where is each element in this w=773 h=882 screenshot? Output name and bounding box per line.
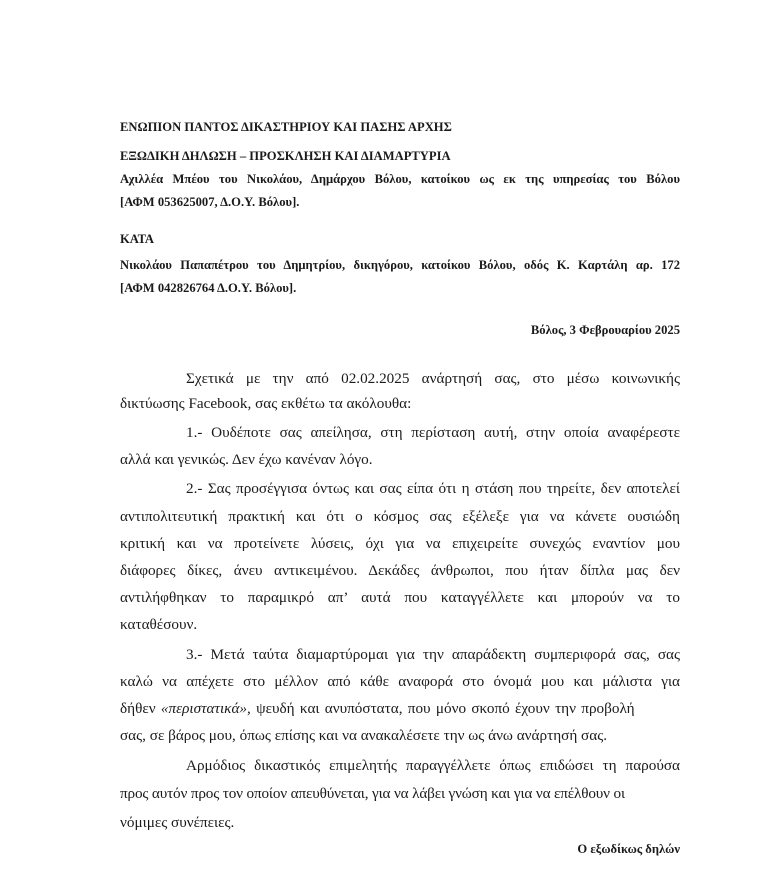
body-line: διάφορες δίκες, άνευ αντικειμένου. Δεκάδες άνθρωποι, που ήταν δίπλα μας δεν <box>120 562 680 579</box>
signature-label: Ο εξωδίκως δηλών <box>577 842 680 856</box>
body-line: καλώ να απέχετε στο μέλλον από κάθε αναφορά στο όνομά μου και μάλιστα για <box>120 673 680 690</box>
body-line: σας, σε βάρος μου, όπως επίσης και να ανακαλέσετε την ως άνω ανάρτησή σας. <box>120 727 608 744</box>
body-line: Αρμόδιος δικαστικός επιμελητής παραγγέλλετε όπως επιδώσει τη παρούσα <box>186 757 680 774</box>
body-line: Σχετικά με την από 02.02.2025 ανάρτησή σας, στο μέσω κοινωνικής <box>186 370 680 387</box>
document-heading: ΕΝΩΠΙΟΝ ΠΑΝΤΟΣ ΔΙΚΑΣΤΗΡΙΟΥ ΚΑΙ ΠΑΣΗΣ ΑΡΧΗΣ <box>120 120 452 134</box>
body-line: δικτύωσης Facebook, σας εκθέτω τα ακόλουθα: <box>120 395 412 412</box>
body-line: προς αυτόν προς τον οποίον απευθύνεται, για να λάβει γνώση και για να επέλθουν οι <box>120 785 625 802</box>
body-line: αντιπολιτευτική πρακτική και ότι ο κόσμος σας εξέλεξε για να κάνετε ουσιώδη <box>120 508 680 525</box>
document-date: Βόλος, 3 Φεβρουαρίου 2025 <box>530 323 680 337</box>
quoted-term: «περιστατικά» <box>160 700 248 717</box>
body-line: αλλά και γενικώς. Δεν έχω κανέναν λόγο. <box>120 451 373 468</box>
recipient-line: [ΑΦΜ 042826764 Δ.Ο.Υ. Βόλου]. <box>120 281 297 295</box>
body-text: , ψευδή και ανυπόστατα, που μόνο σκοπό έχουν την προβολή <box>247 700 635 717</box>
sender-line: Αχιλλέα Μπέου του Νικολάου, Δημάρχου Βόλου, κατοίκου ως εκ της υπηρεσίας του Βόλου <box>120 172 680 186</box>
body-line: 1.- Ουδέποτε σας απείλησα, στη περίσταση αυτή, στην οποία αναφέρεστε <box>186 424 680 441</box>
document-title: ΕΞΩΔΙΚΗ ΔΗΛΩΣΗ – ΠΡΟΣΚΛΗΣΗ ΚΑΙ ΔΙΑΜΑΡΤΥΡΙΑ <box>120 149 451 163</box>
sender-line: [ΑΦΜ 053625007, Δ.Ο.Υ. Βόλου]. <box>120 195 300 209</box>
body-line: 2.- Σας προσέγγισα όντως και σας είπα ότι η στάση που τηρείτε, δεν αποτελεί <box>186 480 680 497</box>
body-line: νόμιμες συνέπειες. <box>120 814 235 831</box>
against-label: ΚΑΤΑ <box>120 232 154 246</box>
body-line: καταθέσουν. <box>120 616 198 633</box>
body-line: 3.- Μετά ταύτα διαμαρτύρομαι για την απαράδεκτη συμπεριφορά σας, σας <box>186 646 680 663</box>
body-line <box>120 700 680 718</box>
recipient-line: Νικολάου Παπαπέτρου του Δημητρίου, δικηγόρου, κατοίκου Βόλου, οδός Κ. Καρτάλη αρ. 172 <box>120 258 680 272</box>
body-line: κριτική και να προτείνετε λύσεις, όχι για να επιχειρείτε συνεχώς εναντίον μου <box>120 535 680 552</box>
body-line: αντιλήφθηκαν το παραμικρό απ’ αυτά που καταγγέλλετε και μπορούν να το <box>120 589 680 606</box>
body-text: δήθεν <box>120 700 156 717</box>
